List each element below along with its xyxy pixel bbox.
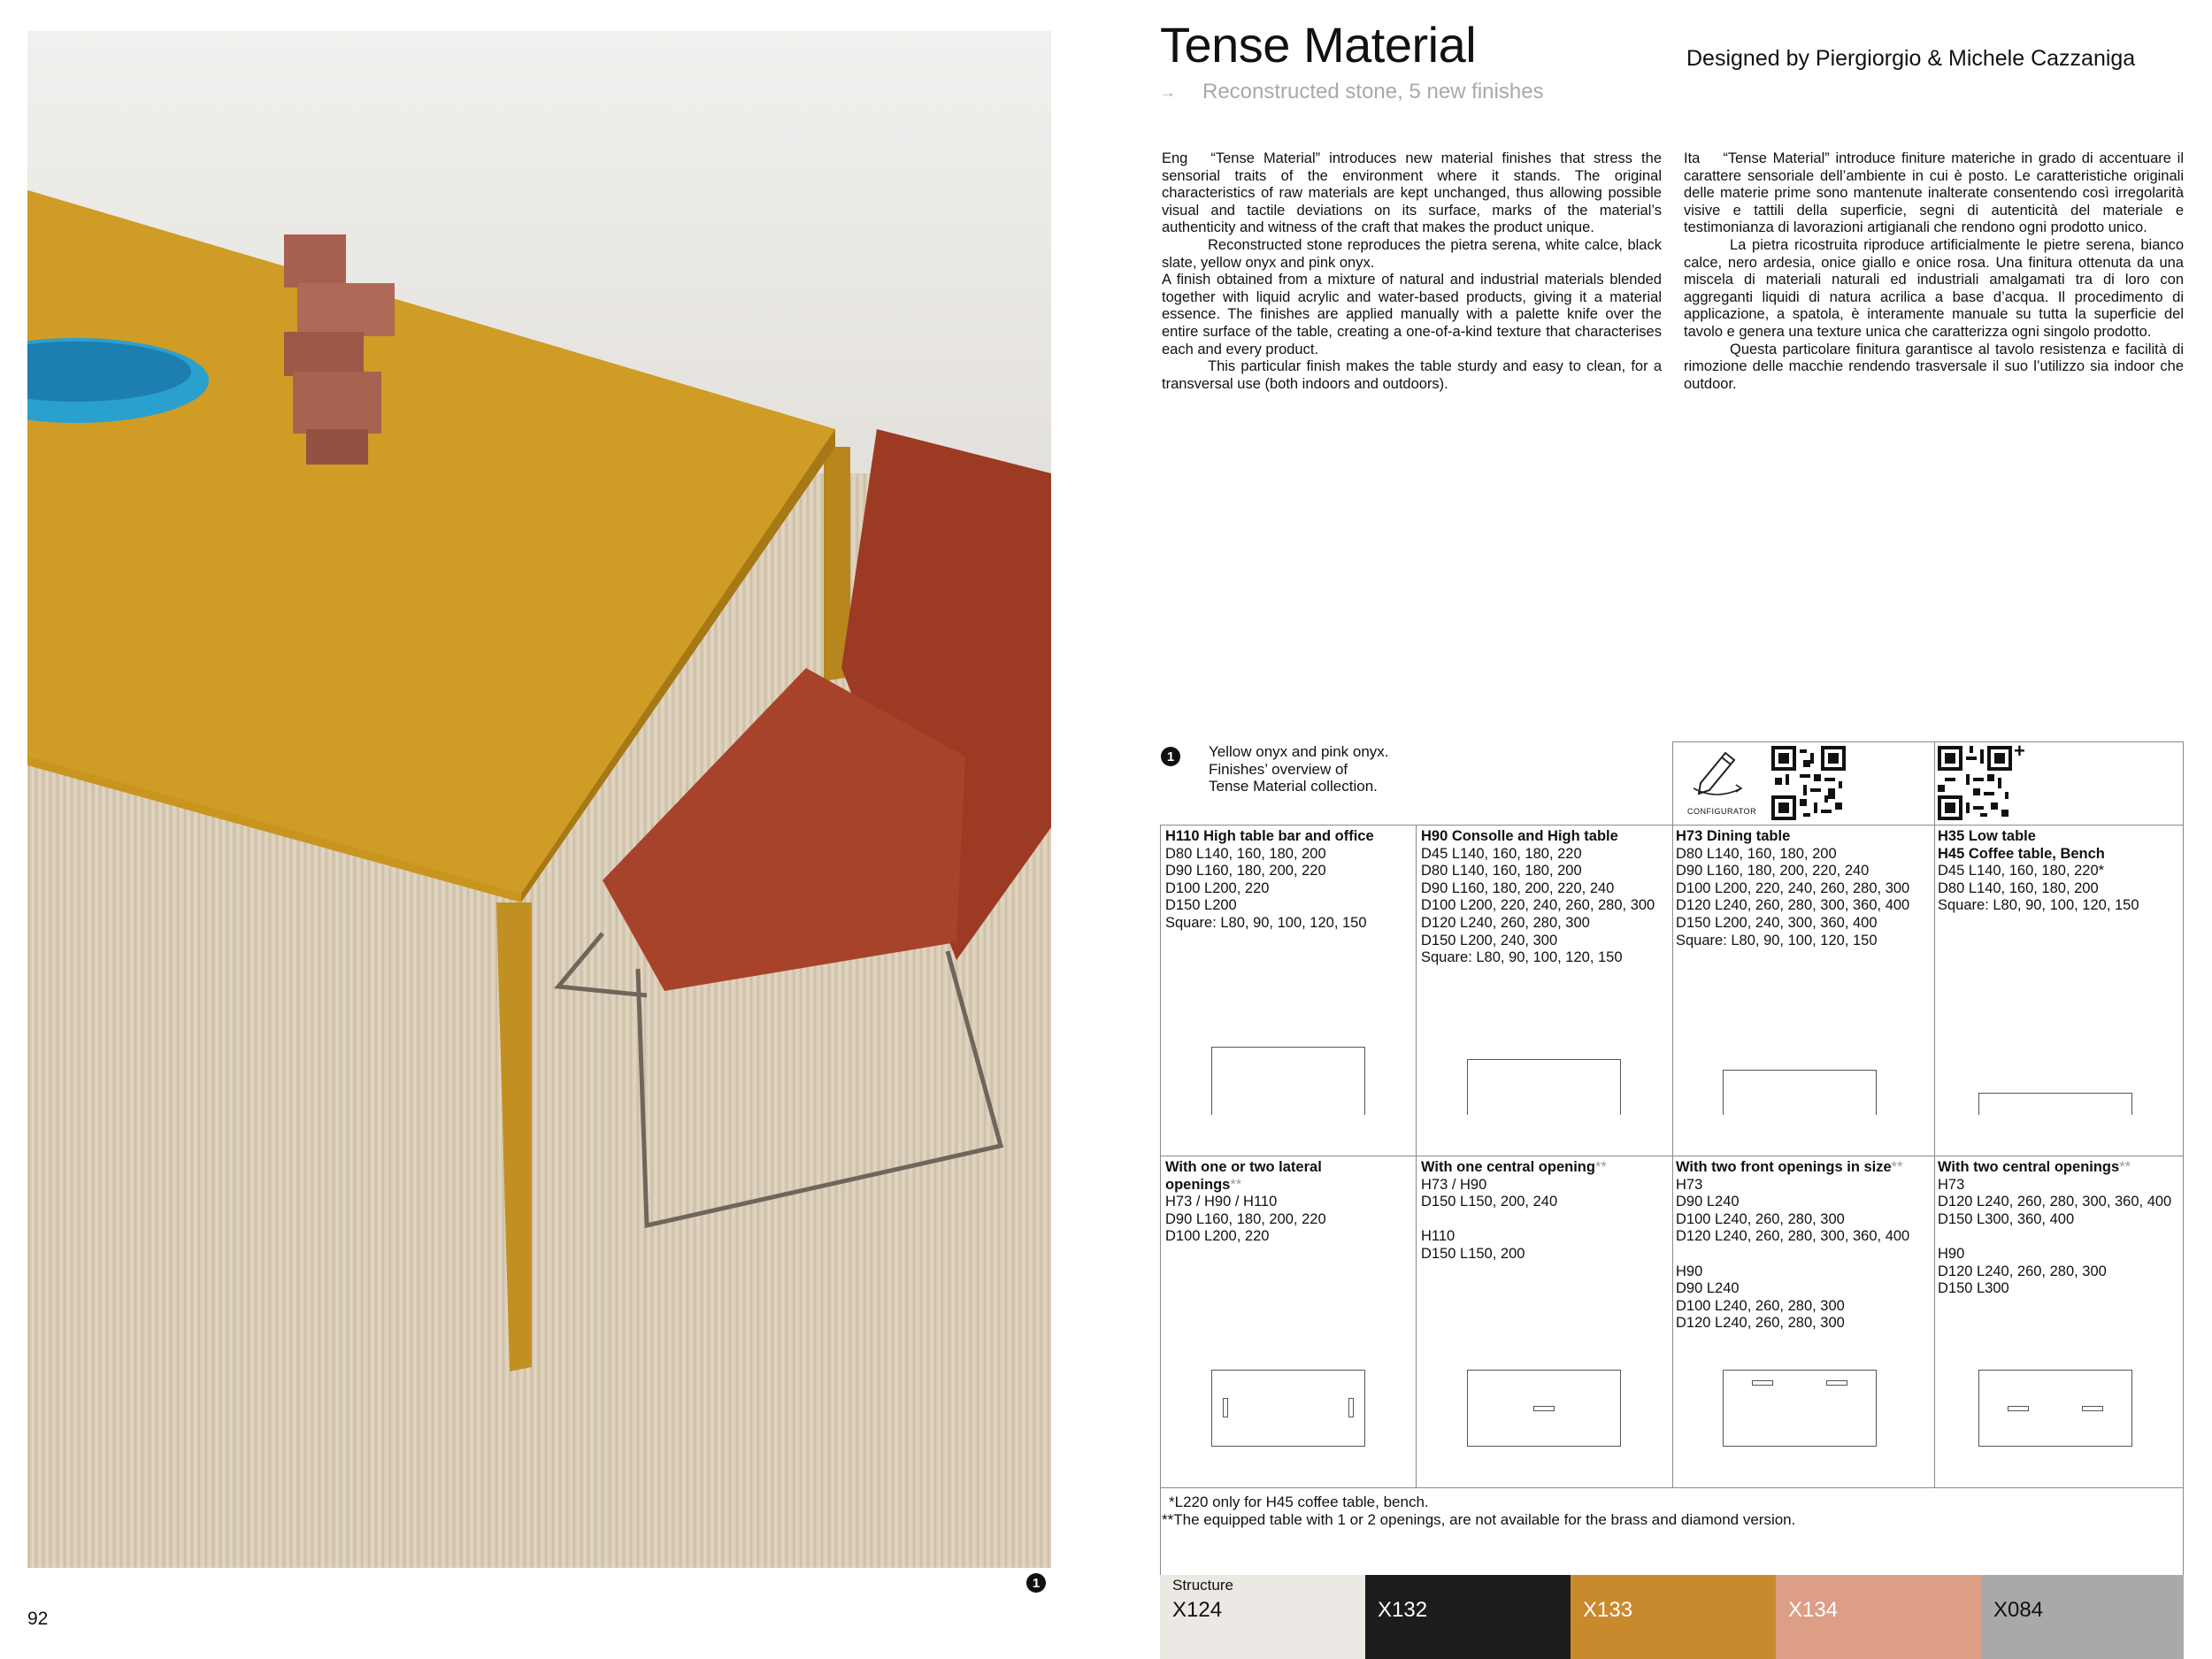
spec-line: D90 L160, 180, 200, 220 <box>1165 863 1326 879</box>
spec-line: D45 L140, 160, 180, 220* <box>1938 863 2105 879</box>
spec-cell-two-central-openings <box>1938 1159 2181 1298</box>
swatch-x084[interactable] <box>1981 1575 2184 1659</box>
it-paragraph-3: Questa particolare finitura garantisce al tavolo resistenza e facilità di rimozione delle macchie rendendo trasversale il suo l’utilizzo sia indoor che outdoor. <box>1684 341 2184 392</box>
spec-title: H35 Low table <box>1938 828 2036 844</box>
opening-slot <box>1752 1380 1773 1386</box>
subtitle-text: Reconstructed stone, 5 new finishes <box>1202 80 1544 104</box>
spec-line: D120 L240, 260, 280, 300, 360, 400 <box>1676 897 1910 914</box>
spec-line: D150 L150, 200 <box>1421 1245 1525 1262</box>
spec-line: D150 L150, 200, 240 <box>1421 1194 1558 1210</box>
spec-cell-h35-h45 <box>1938 828 2181 915</box>
spec-line: D100 L200, 220, 240, 260, 280, 300 <box>1421 897 1655 914</box>
product-photo <box>27 31 1051 1568</box>
footnote-2: **The equipped table with 1 or 2 openings, are not available for the brass and diamond version. <box>1162 1511 1796 1528</box>
spec-line: Square: L80, 90, 100, 120, 150 <box>1938 897 2139 914</box>
swatch-code: X124 <box>1172 1598 1223 1622</box>
en-paragraph-1: “Tense Material” introduces new material finishes that stress the sensorial traits of the environment where it stands. The original characteristics of raw materials are kept unchanged, thus allowing possible visual and tactile deviations on its surface, marks of the material’s authenticity and witness of the craft that makes the product unique. <box>1162 150 1662 236</box>
lang-label-it: Ita <box>1684 150 1701 166</box>
spec-line: D90 L240 <box>1676 1194 1740 1210</box>
spec-line: H110 <box>1421 1228 1455 1245</box>
swatch-code: X132 <box>1378 1598 1428 1622</box>
spec-line: D90 L160, 180, 200, 220 <box>1165 1210 1326 1227</box>
en-paragraph-4: This particular finish makes the table sturdy and easy to clean, for a transversal use (both indoors and outdoors). <box>1162 358 1662 392</box>
swatch-code: X134 <box>1788 1598 1839 1622</box>
qr-code-configurator-icon[interactable] <box>1771 746 1846 820</box>
spec-title: With one central opening <box>1421 1159 1595 1175</box>
spec-cell-front-openings <box>1676 1159 1932 1333</box>
swatch-code: X133 <box>1583 1598 1633 1622</box>
swatch-x132[interactable] <box>1365 1575 1571 1659</box>
plan-front-openings-drawing <box>1723 1370 1877 1447</box>
spec-title-2: openings <box>1165 1176 1231 1193</box>
photo-reference-badge: 1 <box>1026 1573 1046 1593</box>
spec-cell-h110 <box>1165 828 1413 933</box>
configurator-label[interactable]: CONFIGURATOR <box>1687 807 1757 816</box>
page-title: Tense Material <box>1160 17 1477 73</box>
opening-slot <box>2082 1406 2103 1411</box>
spec-line: D150 L300 <box>1938 1280 2009 1297</box>
spec-line: H73 / H90 <box>1421 1176 1487 1193</box>
body-italian <box>1684 150 2184 393</box>
footnote-mark: ** <box>1594 1159 1607 1175</box>
footnote-1: *L220 only for H45 coffee table, bench. <box>1169 1494 1429 1510</box>
spec-line: D100 L200, 220, 240, 260, 280, 300 <box>1676 879 1910 896</box>
spec-line: Square: L80, 90, 100, 120, 150 <box>1676 932 1878 949</box>
spec-line: D90 L160, 180, 200, 220, 240 <box>1421 879 1615 896</box>
spec-line: D80 L140, 160, 180, 200 <box>1165 845 1326 862</box>
opening-slot <box>2008 1406 2029 1411</box>
spec-title: H110 High table bar and office <box>1165 828 1374 844</box>
spec-line: D90 L240 <box>1676 1280 1740 1297</box>
spec-line: D150 L200 <box>1165 897 1237 914</box>
opening-slot <box>1533 1406 1555 1411</box>
footnote-mark: ** <box>1230 1176 1242 1193</box>
spec-title: With two central openings <box>1938 1159 2120 1175</box>
opening-slot <box>1348 1398 1354 1417</box>
spec-line: D100 L240, 260, 280, 300 <box>1676 1210 1845 1227</box>
swatch-code: X084 <box>1993 1598 2044 1622</box>
configurator-pencil-icon[interactable] <box>1690 748 1745 799</box>
page-number: 92 <box>27 1609 49 1629</box>
lang-label-en: Eng <box>1162 150 1188 166</box>
qr-plus-symbol: + <box>2014 740 2025 762</box>
footnotes <box>1162 1494 1795 1529</box>
designer-credit: Designed by Piergiorgio & Michele Cazzaniga <box>1686 46 2136 71</box>
spec-line: H73 <box>1676 1176 1703 1193</box>
spec-line: D100 L200, 220 <box>1165 879 1270 896</box>
en-paragraph-3: A finish obtained from a mixture of natural and industrial materials blended together with liquid acrylic and water-based products, giving it a material essence. The finishes are applied manually with a palette knife over the entire surface of the table, creating a one-of-a-kind texture that characterises each and every product. <box>1162 272 1662 357</box>
it-paragraph-1: “Tense Material” introduce finiture materiche in grado di accentuare il carattere sensoriale dell’ambiente in cui è posto. Le caratteristiche originali delle materie prime sono mantenute inalterate consentendo così irregolarità visive e tattili della superficie, segni di autenticità del materiale e testimonianza di lavorazioni artigianali che rendono ogni prodotto unico. <box>1684 150 2184 236</box>
spec-line: D120 L240, 260, 280, 300 <box>1421 914 1590 931</box>
elevation-h110-drawing <box>1211 1047 1365 1115</box>
spec-line: D90 L160, 180, 200, 220, 240 <box>1676 863 1870 879</box>
caption-badge: 1 <box>1161 747 1180 766</box>
body-english <box>1162 150 1662 393</box>
spec-line: D120 L240, 260, 280, 300 <box>1676 1315 1845 1332</box>
structure-label: Structure <box>1172 1577 1233 1594</box>
spec-spacer <box>1676 1246 1932 1263</box>
swatch-x133[interactable] <box>1571 1575 1776 1659</box>
spec-line: D120 L240, 260, 280, 300, 360, 400 <box>1676 1228 1910 1245</box>
spec-line: H90 <box>1938 1245 1965 1262</box>
spec-title: H90 Consolle and High table <box>1421 828 1618 844</box>
opening-slot <box>1826 1380 1847 1386</box>
elevation-h73-drawing <box>1723 1070 1877 1115</box>
footnote-mark: ** <box>1891 1159 1903 1175</box>
spec-line: D45 L140, 160, 180, 220 <box>1421 845 1582 862</box>
opening-slot <box>1223 1398 1228 1417</box>
caption-line: Yellow onyx and pink onyx. <box>1209 743 1389 760</box>
photo-caption <box>1209 743 1389 795</box>
spec-title-2: H45 Coffee table, Bench <box>1938 845 2105 862</box>
table-chair-illustration <box>27 31 1051 1568</box>
spec-title: H73 Dining table <box>1676 828 1791 844</box>
spec-line: H73 / H90 / H110 <box>1165 1194 1278 1210</box>
spec-line: H90 <box>1676 1263 1703 1279</box>
spec-title: With two front openings in size <box>1676 1159 1892 1175</box>
spec-line: D150 L200, 240, 300, 360, 400 <box>1676 914 1878 931</box>
spec-cell-h90 <box>1421 828 1671 967</box>
plan-central-opening-drawing <box>1467 1370 1621 1447</box>
caption-line: Finishes’ overview of <box>1209 760 1348 778</box>
footnote-mark: ** <box>2119 1159 2131 1175</box>
plan-lateral-openings-drawing <box>1211 1370 1365 1447</box>
spec-cell-lateral-openings <box>1165 1159 1413 1246</box>
spec-line: D120 L240, 260, 280, 300, 360, 400 <box>1938 1194 2172 1210</box>
spec-cell-h73 <box>1676 828 1932 949</box>
spec-line: H73 <box>1938 1176 1965 1193</box>
spec-line: D150 L300, 360, 400 <box>1938 1210 2075 1227</box>
spec-line: D100 L200, 220 <box>1165 1228 1270 1245</box>
swatch-x134[interactable] <box>1776 1575 1981 1659</box>
spec-line: D120 L240, 260, 280, 300 <box>1938 1263 2107 1279</box>
it-paragraph-2: La pietra ricostruita riproduce artificialmente le pietre serena, bianco calce, nero ardesia, onice giallo e onice rosa. Una finitura ottenuta da una miscela di materiali naturali ed industriali amalgamati tra di loro con aggreganti liquidi di natura acrilica a base d’acqua. Il procedimento di applicazione, a spatola, è interamente manuale su tutta la superficie del tavolo e genera una texture unica che caratterizza ogni singolo prodotto. <box>1684 236 2184 340</box>
spec-line: D150 L200, 240, 300 <box>1421 932 1558 949</box>
arrow-right-icon: → <box>1160 83 1176 102</box>
qr-code-product-icon[interactable] <box>1938 746 2012 820</box>
spec-spacer <box>1421 1211 1671 1229</box>
elevation-h35-drawing <box>1978 1093 2132 1115</box>
spec-title: With one or two lateral <box>1165 1159 1322 1175</box>
spec-line: D80 L140, 160, 180, 200 <box>1938 879 2099 896</box>
spec-line: D80 L140, 160, 180, 200 <box>1676 845 1837 862</box>
spec-spacer <box>1938 1228 2181 1246</box>
spec-line: Square: L80, 90, 100, 120, 150 <box>1421 949 1623 966</box>
caption-line: Tense Material collection. <box>1209 778 1378 795</box>
spec-line: Square: L80, 90, 100, 120, 150 <box>1165 914 1367 931</box>
elevation-h90-drawing <box>1467 1059 1621 1115</box>
spec-line: D100 L240, 260, 280, 300 <box>1676 1297 1845 1314</box>
subtitle <box>1160 80 1544 104</box>
en-paragraph-2: Reconstructed stone reproduces the pietra serena, white calce, black slate, yellow onyx and pink onyx. <box>1162 236 1662 271</box>
spec-cell-central-opening <box>1421 1159 1671 1263</box>
spec-line: D80 L140, 160, 180, 200 <box>1421 863 1582 879</box>
plan-two-central-openings-drawing <box>1978 1370 2132 1447</box>
